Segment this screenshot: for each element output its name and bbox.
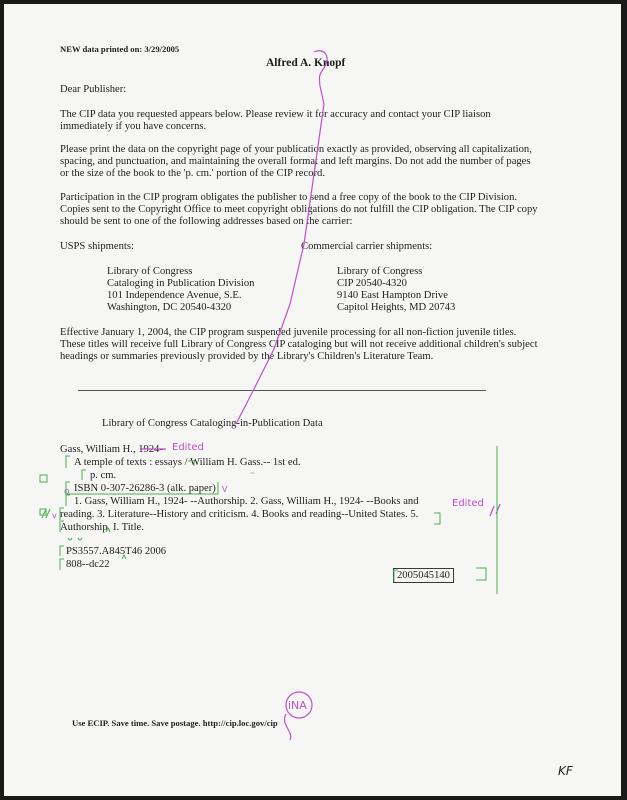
- cip-isbn: ISBN 0-307-26286-3 (alk. paper): [74, 483, 216, 494]
- ina-circle: [286, 692, 312, 718]
- paragraph-2-line-1: Please print the data on the copyright page of your publication exactly as provided, observing all capitalization,: [60, 144, 532, 155]
- commercial-address-line: CIP 20540-4320: [337, 278, 407, 289]
- salutation: Dear Publisher:: [60, 84, 127, 95]
- cip-call-number: PS3557.A845T46 2006: [66, 546, 167, 557]
- usps-address-line: Washington, DC 20540-4320: [107, 302, 232, 313]
- cip-letter-page: [4, 4, 621, 796]
- cip-subjects-line-1: 1. Gass, William H., 1924- --Authorship. 2. Gass, William H., 1924- --Books and: [74, 496, 419, 507]
- cip-block-title: Library of Congress Cataloging-in-Publication Data: [102, 418, 323, 429]
- commercial-address-line: 9140 East Hampton Drive: [337, 290, 448, 301]
- cip-author: Gass, William H., 1924-: [60, 444, 163, 455]
- routing-line: [236, 51, 327, 424]
- ina-tail: [284, 714, 290, 740]
- pink-circle-mark: o: [64, 487, 70, 497]
- pink-slash-marks: [490, 504, 500, 516]
- cip-physical-description: p. cm.: [90, 470, 117, 481]
- commercial-heading: Commercial carrier shipments:: [301, 241, 433, 252]
- lccn-box: 2005045140: [393, 568, 454, 583]
- usps-heading: USPS shipments:: [60, 241, 134, 252]
- usps-address-line: Cataloging in Publication Division: [107, 278, 255, 289]
- initials-annotation: KF: [558, 764, 573, 778]
- paragraph-3-line-2: Copies sent to the Copyright Office to meet copyright obligations do not fulfill the CIP obligation. The CIP copy: [60, 204, 538, 215]
- commercial-address-line: Capitol Heights, MD 20743: [337, 302, 456, 313]
- print-notice: NEW data printed on: 3/29/2005: [60, 44, 180, 54]
- cip-title-line: A temple of texts : essays / William H. Gass.-- 1st ed.: [74, 457, 301, 468]
- paragraph-4-line-3: headings or summaries previously provided by the Library's Children's Literature Team.: [60, 351, 434, 362]
- paragraph-2-line-2: spacing, and punctuation, and maintaining the overall format and left margins. Do not add the number of pages: [60, 156, 531, 167]
- pink-check-mark: v: [52, 511, 57, 520]
- edited-annotation: Edited: [172, 442, 204, 453]
- pink-check-mark: ~: [250, 470, 256, 477]
- commercial-address-line: Library of Congress: [337, 266, 423, 277]
- ina-annotation: iNA: [288, 699, 307, 712]
- paragraph-1-line-2: immediately if you have concerns.: [60, 121, 207, 132]
- green-bracket-marks: [40, 446, 497, 594]
- pink-v-mark: V: [222, 485, 228, 494]
- cip-subjects-line-3: Authorship. I. Title.: [60, 522, 144, 533]
- pen-markings: [4, 4, 621, 796]
- paragraph-3-line-3: should be sent to one of the following addresses based on the carrier:: [60, 216, 353, 227]
- usps-address-line: Library of Congress: [107, 266, 193, 277]
- publisher-name: Alfred A. Knopf: [266, 57, 346, 69]
- ecip-notice: Use ECIP. Save time. Save postage. http://cip.loc.gov/cip: [72, 718, 278, 728]
- paragraph-4-line-1: Effective January 1, 2004, the CIP program suspended juvenile processing for all non-fiction juvenile titles.: [60, 327, 517, 338]
- usps-address-line: 101 Independence Avenue, S.E.: [107, 290, 242, 301]
- cip-dewey: 808--dc22: [66, 559, 110, 570]
- paragraph-2-line-3: or the size of the book to the 'p. cm.' portion of the CIP record.: [60, 168, 325, 179]
- edited-annotation: Edited: [452, 498, 484, 509]
- paragraph-3-line-1: Participation in the CIP program obligates the publisher to send a free copy of the book to the CIP Division.: [60, 192, 518, 203]
- paragraph-4-line-2: These titles will receive full Library of Congress CIP cataloging but will not receive additional children's subject: [60, 339, 538, 350]
- cip-subjects-line-2: reading. 3. Literature--History and criticism. 4. Books and reading--United States. 5.: [60, 509, 419, 520]
- paragraph-1-line-1: The CIP data you requested appears below. Please review it for accuracy and contact your CIP liaison: [60, 109, 491, 120]
